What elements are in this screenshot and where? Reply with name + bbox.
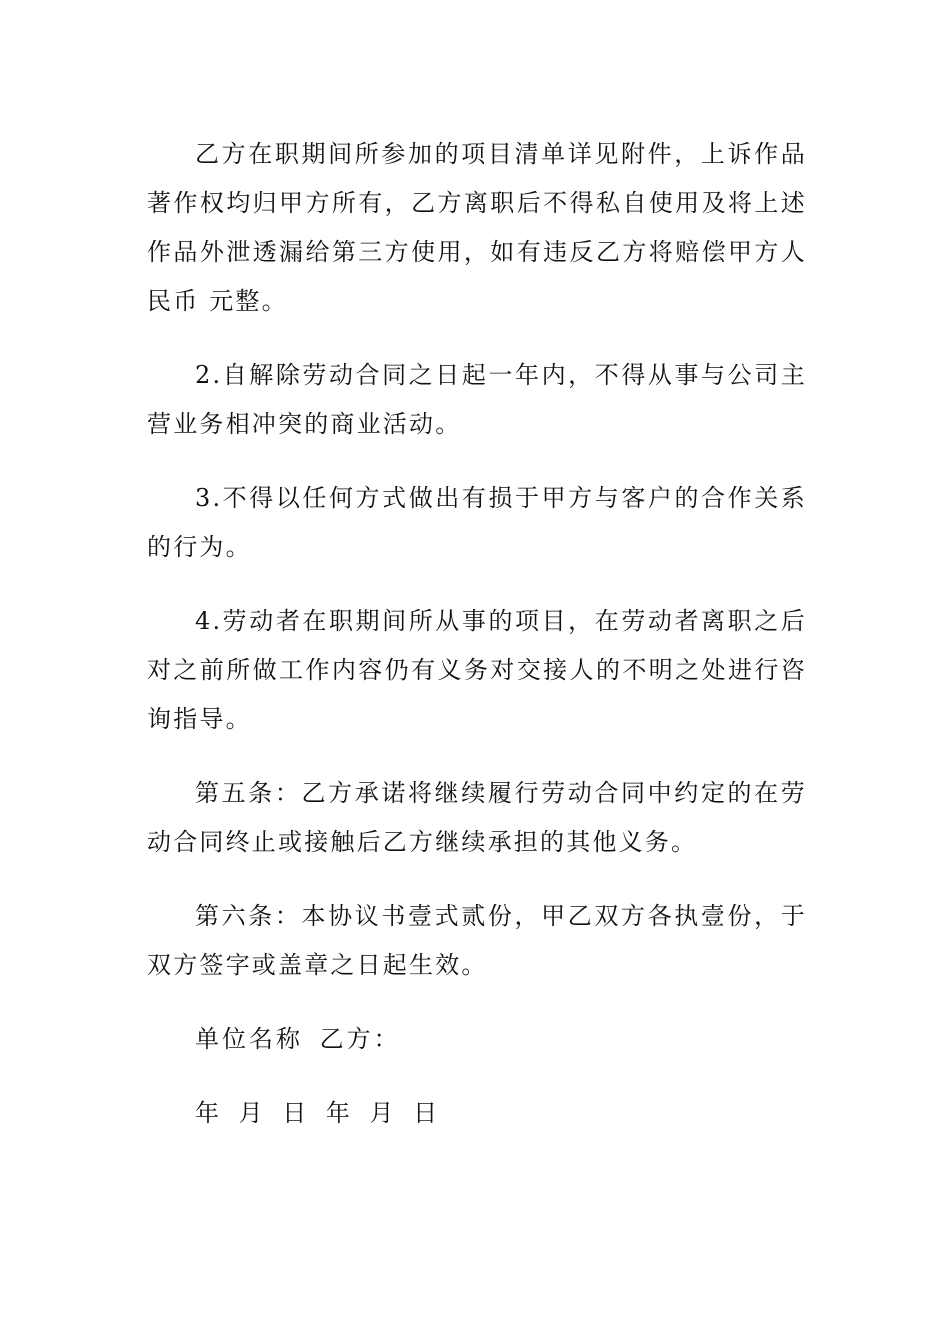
paragraph-clause-3: 3.不得以任何方式做出有损于甲方与客户的合作关系的行为。 (147, 484, 807, 561)
document-body (147, 130, 807, 1138)
signature-line: 单位名称 乙方： (195, 1025, 401, 1053)
date-line: 年 月 日 年 月 日 (195, 1099, 441, 1127)
paragraph-clause-4: 4.劳动者在职期间所从事的项目，在劳动者离职之后对之前所做工作内容仍有义务对交接人的不明之处进行咨询指导。 (147, 607, 807, 733)
paragraph-works-copyright: 乙方在职期间所参加的项目清单详见附件，上诉作品著作权均归甲方所有，乙方离职后不得私自使用及将上述作品外泄透漏给第三方使用，如有违反乙方将赔偿甲方人民币 元整。 (147, 140, 807, 315)
paragraph-article-6: 第六条：本协议书壹式贰份，甲乙双方各执壹份，于双方签字或盖章之日起生效。 (147, 902, 807, 979)
paragraph-article-5: 第五条：乙方承诺将继续履行劳动合同中约定的在劳动合同终止或接触后乙方继续承担的其他义务。 (147, 779, 807, 856)
paragraph-clause-2: 2.自解除劳动合同之日起一年内，不得从事与公司主营业务相冲突的商业活动。 (147, 361, 807, 438)
